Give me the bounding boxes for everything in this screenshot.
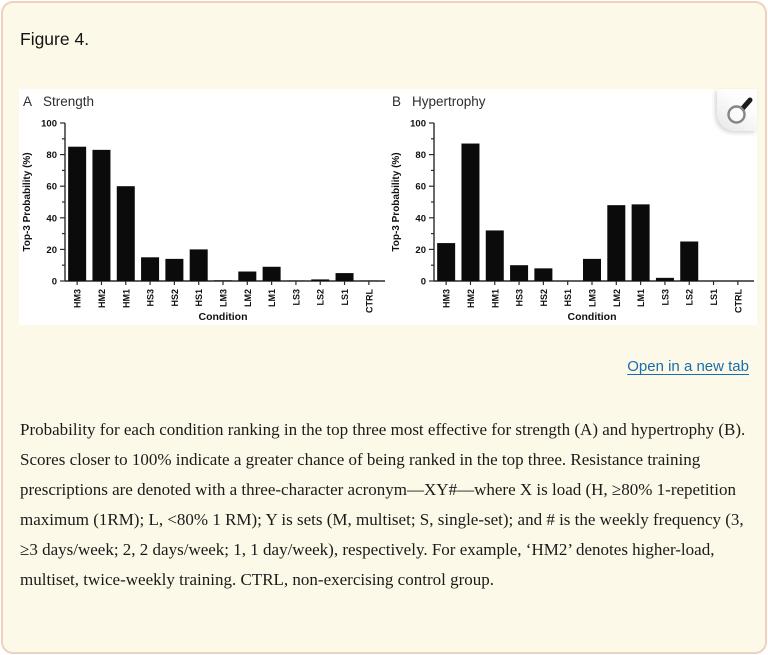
category-label-HM2: HM2 [96,289,107,309]
svg-text:0: 0 [51,276,57,288]
figure-panel[interactable] [19,89,757,325]
category-label-HS2: HS2 [169,289,180,307]
open-in-new-tab-link[interactable]: Open in a new tab [627,358,749,375]
bar-HM3 [437,243,455,281]
category-label-LM1: LM1 [267,289,278,307]
figure-title: Figure 4. [20,29,90,49]
category-label-LS3: LS3 [291,289,302,306]
y-axis-label: Top-3 Probability (%) [391,152,402,252]
x-axis-label: Condition [567,311,617,323]
category-label-LM3: LM3 [587,289,598,307]
bar-HM1 [486,230,504,281]
magnifier-icon [725,96,753,126]
link-row [627,358,749,376]
svg-text:80: 80 [415,150,426,162]
bar-LM2 [238,272,256,281]
category-label-HM1: HM1 [490,289,501,309]
category-label-HS2: HS2 [538,289,549,307]
svg-text:80: 80 [46,150,57,162]
bar-LM3 [214,280,232,281]
panel-title: Strength [43,94,95,109]
bar-LS2 [311,279,329,281]
svg-text:20: 20 [415,244,426,256]
y-axis-label: Top-3 Probability (%) [22,152,33,252]
category-label-HS1: HS1 [563,289,574,307]
svg-text:100: 100 [410,118,426,130]
svg-text:100: 100 [41,118,57,130]
bar-LM1 [632,204,650,281]
panel-letter: A [23,94,33,109]
bar-HM1 [117,186,135,281]
category-label-LM2: LM2 [242,289,253,307]
category-label-LS1: LS1 [340,289,351,306]
category-label-HS1: HS1 [194,289,205,307]
svg-text:60: 60 [46,181,57,193]
bar-HM3 [68,147,86,281]
panel-letter: B [392,94,402,109]
bar-HS1 [190,249,208,281]
chart-hypertrophy-panel-b [388,89,757,325]
category-label-HM1: HM1 [121,289,132,309]
svg-text:40: 40 [415,213,426,225]
category-label-LM3: LM3 [218,289,229,307]
category-label-CTRL: CTRL [733,289,744,313]
bar-LS2 [680,242,698,282]
category-label-LM1: LM1 [636,289,647,307]
category-label-LS2: LS2 [315,289,326,306]
zoom-button[interactable] [717,89,757,131]
bar-LS3 [656,278,674,281]
bar-LS1 [336,273,354,281]
category-label-HM3: HM3 [441,289,452,309]
bar-HM2 [92,150,110,281]
category-label-LS2: LS2 [684,289,695,306]
svg-text:40: 40 [46,213,57,225]
bar-HS2 [165,259,183,281]
figure-card [1,1,767,654]
bar-LM3 [583,259,601,281]
svg-text:20: 20 [46,244,57,256]
category-label-CTRL: CTRL [364,289,375,313]
bar-HS3 [141,257,159,281]
category-label-LS1: LS1 [709,289,720,306]
category-label-LM2: LM2 [611,289,622,307]
category-label-HS3: HS3 [145,289,156,307]
bar-HS2 [534,268,552,281]
bar-LM1 [263,267,281,281]
bar-LM2 [607,205,625,281]
bar-HM2 [461,144,479,281]
panel-title: Hypertrophy [412,94,486,109]
x-axis-label: Condition [198,311,248,323]
svg-text:60: 60 [415,181,426,193]
category-label-HM3: HM3 [72,289,83,309]
category-label-HM2: HM2 [465,289,476,309]
chart-strength-panel-a [19,89,388,325]
category-label-LS3: LS3 [660,289,671,306]
figure-caption: Probability for each condition ranking in the top three most effective for strength (A) and hypertrophy (B). Scores closer to 100% indicate a greater chance of being ranked in the top three. Resistance training prescriptions are denoted with a three-character acronym—XY#—where X is load (H, ≥80% 1-repetition maximum (1RM); L, <80% 1 RM); Y is sets (M, multiset; S, single-set); and # is the weekly frequency (3, ≥3 days/week; 2, 2 days/week; 1, 1 day/week), respectively. For example, ‘HM2’ denotes higher-load, multiset, twice-weekly training. CTRL, non-exercising control group. [20,420,746,589]
category-label-HS3: HS3 [514,289,525,307]
svg-text:0: 0 [420,276,426,288]
bar-HS3 [510,265,528,281]
